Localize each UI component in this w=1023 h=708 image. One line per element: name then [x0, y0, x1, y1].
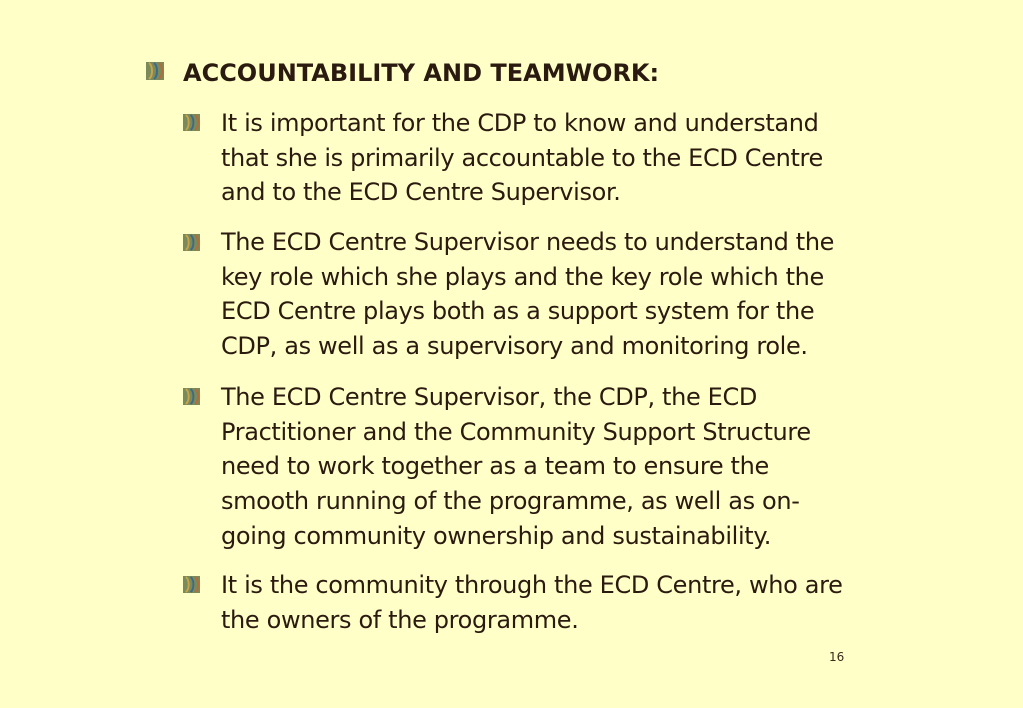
bullet-item-line: key role which she plays and the key role which the: [221, 262, 824, 291]
bullet-item-line: CDP, as well as a supervisory and monitoring role.: [221, 332, 808, 361]
bullet-item-line: need to work together as a team to ensure the: [221, 452, 769, 481]
swirl-square-bullet-icon: [183, 114, 200, 131]
bullet-item-line: smooth running of the programme, as well as on-: [221, 487, 800, 516]
bullet-item-line: and to the ECD Centre Supervisor.: [221, 178, 621, 207]
bullet-item: [221, 568, 921, 637]
slide-heading: ACCOUNTABILITY AND TEAMWORK:: [183, 59, 660, 87]
swirl-square-bullet-icon: [146, 62, 164, 80]
swirl-square-bullet-icon: [183, 234, 200, 251]
bullet-item-line: The ECD Centre Supervisor, the CDP, the ECD: [221, 383, 758, 411]
bullet-item: [221, 380, 921, 554]
bullet-item-line: the owners of the programme.: [221, 605, 579, 634]
bullet-item: [221, 225, 921, 364]
swirl-square-bullet-icon: [183, 388, 200, 405]
bullet-item-line: The ECD Centre Supervisor needs to understand the: [221, 228, 835, 256]
swirl-square-bullet-icon: [183, 576, 200, 593]
bullet-item-line: It is the community through the ECD Centre, who are: [221, 571, 843, 599]
page-number: 16: [829, 650, 845, 664]
bullet-item: [221, 106, 921, 210]
bullet-item-line: ECD Centre plays both as a support system for the: [221, 297, 815, 326]
bullet-item-line: that she is primarily accountable to the ECD Centre: [221, 143, 823, 172]
bullet-item-line: It is important for the CDP to know and understand: [221, 109, 819, 137]
bullet-item-line: going community ownership and sustainability.: [221, 521, 772, 550]
bullet-item-line: Practitioner and the Community Support Structure: [221, 417, 811, 446]
